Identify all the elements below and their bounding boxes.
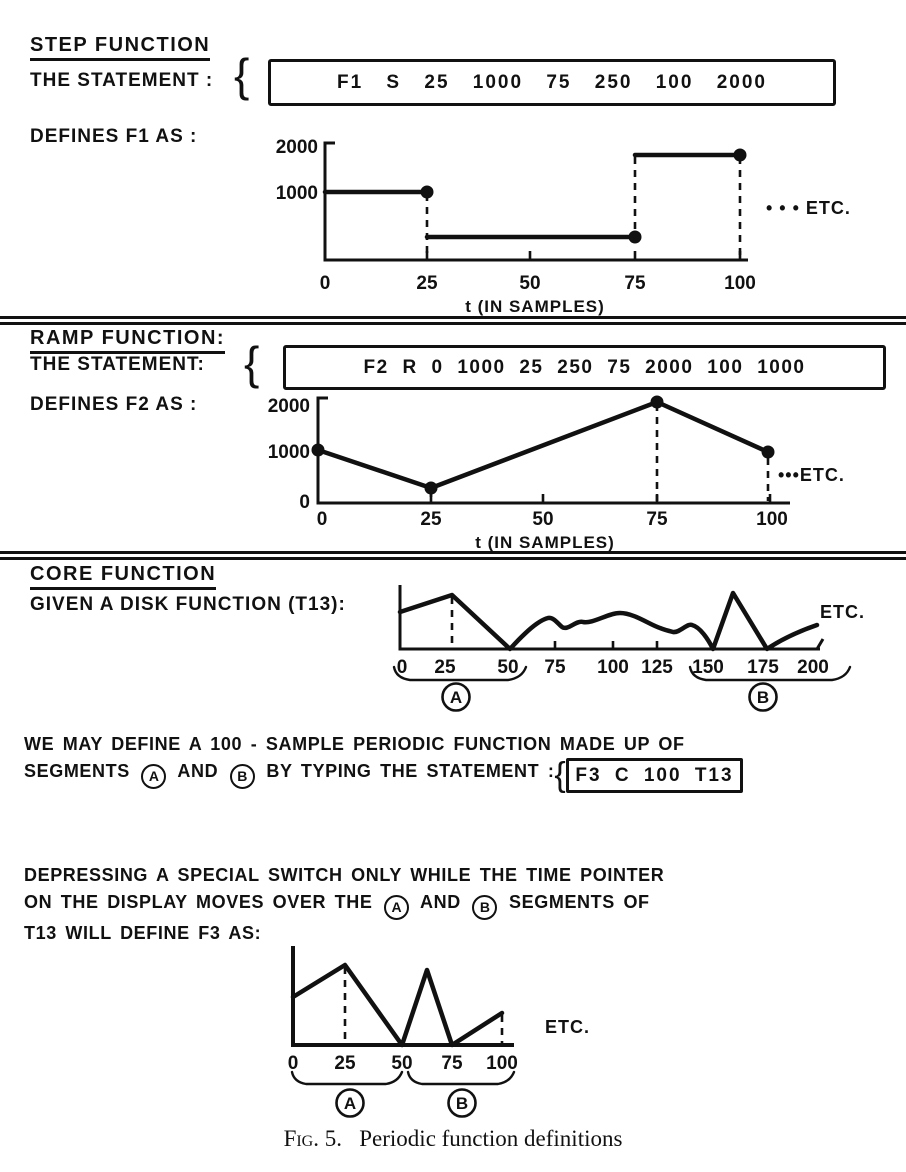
figure-caption-label: Fig. 5. <box>283 1126 342 1151</box>
core-xtick-100: 100 <box>597 657 629 678</box>
step-ytick-1000: 1000 <box>275 183 318 204</box>
segment-a-badge-2: A <box>384 895 409 920</box>
step-xtick-100: 100 <box>724 273 756 294</box>
f3-xtick-75: 75 <box>441 1053 463 1074</box>
para2-line1: DEPRESSING A SPECIAL SWITCH ONLY WHILE THE TIME POINTER <box>24 865 665 885</box>
ramp-dashed-lines <box>431 404 768 501</box>
step-defines-label: DEFINES F1 AS : <box>30 126 198 147</box>
ramp-xtick-50: 50 <box>532 509 554 530</box>
ramp-statement-label: THE STATEMENT: <box>30 354 205 375</box>
step-ytick-2000: 2000 <box>275 137 318 158</box>
section-divider-2 <box>0 551 906 560</box>
f3-xtick-0: 0 <box>287 1053 299 1074</box>
ramp-xtick-0: 0 <box>316 509 328 530</box>
para2-line2c: SEGMENTS OF <box>509 892 650 912</box>
f3-function-chart <box>248 938 678 1123</box>
ramp-xaxis-label: t (IN SAMPLES) <box>475 533 615 552</box>
step-xaxis-label: t (IN SAMPLES) <box>465 297 605 316</box>
f3-waveform <box>293 965 502 1045</box>
core-segment-b-letter: B <box>756 688 770 707</box>
f3-statement-box: F3 C 100 T13 <box>566 758 742 793</box>
step-function-chart <box>230 128 890 318</box>
step-open-brace: { <box>234 49 250 101</box>
f3-etc-annotation: ETC. <box>545 1017 591 1037</box>
segment-a-badge: A <box>141 764 166 789</box>
step-statement-box <box>268 59 836 106</box>
ramp-xtick-25: 25 <box>420 509 442 530</box>
step-statement-text: F1 S 25 1000 75 250 100 2000 <box>336 71 767 93</box>
f3-segment-a-letter: A <box>343 1094 357 1113</box>
core-waveform <box>400 593 817 649</box>
paragraph-define-periodic <box>24 731 743 793</box>
step-xtick-50: 50 <box>519 273 541 294</box>
step-series-line <box>325 155 740 237</box>
ramp-xtick-75: 75 <box>646 509 668 530</box>
figure-caption <box>0 1126 906 1152</box>
para1-line2c: BY TYPING THE STATEMENT : <box>266 761 555 781</box>
ramp-ytick-2000: 2000 <box>267 396 310 417</box>
core-section-title: CORE FUNCTION <box>30 563 216 590</box>
ramp-ytick-0: 0 <box>299 492 310 513</box>
step-data-points <box>421 149 746 243</box>
para2-line3: T13 WILL DEFINE F3 AS: <box>24 923 262 943</box>
figure-caption-text: Periodic function definitions <box>359 1126 623 1151</box>
ramp-statement-box <box>283 345 886 390</box>
core-xtick-150: 150 <box>692 657 724 678</box>
para1-line2a: SEGMENTS <box>24 761 130 781</box>
step-axes <box>325 143 748 260</box>
para1-line1: WE MAY DEFINE A 100 - SAMPLE PERIODIC FUNCTION MADE UP OF <box>24 734 685 754</box>
disk-function-chart <box>388 573 906 723</box>
f3-segment-b-letter: B <box>455 1094 469 1113</box>
core-xtick-75: 75 <box>544 657 566 678</box>
section-divider-1 <box>0 316 906 325</box>
ramp-function-chart <box>230 388 890 556</box>
paragraph-special-switch <box>24 862 664 947</box>
ramp-statement-text: F2 R 0 1000 25 250 75 2000 100 1000 <box>363 356 806 378</box>
ramp-defines-label: DEFINES F2 AS : <box>30 394 198 415</box>
segment-b-badge: B <box>230 764 255 789</box>
f3-open-brace: { <box>554 756 567 794</box>
ramp-axes <box>318 398 790 503</box>
core-xtick-0: 0 <box>396 657 408 678</box>
ramp-ytick-1000: 1000 <box>267 442 310 463</box>
step-dashed-lines <box>427 157 740 258</box>
ramp-open-brace: { <box>244 337 260 389</box>
segment-b-badge-2: B <box>472 895 497 920</box>
core-xtick-175: 175 <box>747 657 779 678</box>
step-etc-annotation: • • • ETC. <box>766 198 851 218</box>
core-xtick-200: 200 <box>797 657 829 678</box>
f3-axes <box>293 946 514 1045</box>
ramp-series-line <box>318 402 768 488</box>
para2-line2a: ON THE DISPLAY MOVES OVER THE <box>24 892 373 912</box>
step-xtick-25: 25 <box>416 273 438 294</box>
para1-line2b: AND <box>177 761 219 781</box>
ramp-section-title: RAMP FUNCTION: <box>30 327 225 354</box>
core-xtick-50: 50 <box>497 657 519 678</box>
core-segment-a-letter: A <box>449 688 463 707</box>
core-given-label: GIVEN A DISK FUNCTION (T13): <box>30 594 346 615</box>
ramp-etc-annotation: •••ETC. <box>778 465 845 485</box>
core-xtick-125: 125 <box>641 657 673 678</box>
f3-xtick-50: 50 <box>391 1053 413 1074</box>
step-section-title: STEP FUNCTION <box>30 34 210 61</box>
f3-xtick-25: 25 <box>334 1053 356 1074</box>
step-xtick-0: 0 <box>319 273 331 294</box>
f3-xtick-100: 100 <box>486 1053 518 1074</box>
ramp-xtick-100: 100 <box>756 509 788 530</box>
core-etc-annotation: ETC. <box>820 602 866 622</box>
core-xtick-25: 25 <box>434 657 456 678</box>
step-xtick-75: 75 <box>624 273 646 294</box>
step-statement-label: THE STATEMENT : <box>30 70 214 91</box>
para2-line2b: AND <box>420 892 461 912</box>
